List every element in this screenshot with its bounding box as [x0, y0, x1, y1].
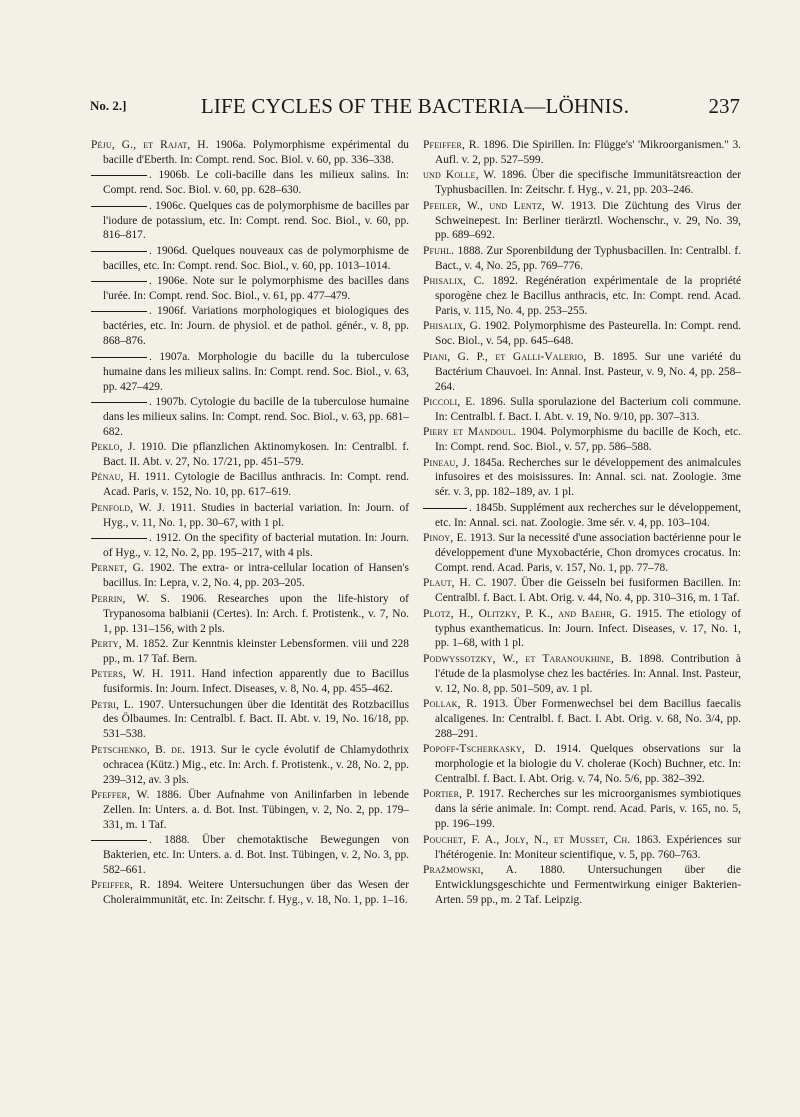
reference-author: Portier, P. — [423, 788, 475, 801]
reference-author: Perrin, W. S. — [91, 592, 171, 605]
reference-author: Piccoli, E. — [423, 395, 476, 408]
reference-entry — [423, 168, 741, 198]
reference-entry — [91, 592, 409, 637]
ditto-dash — [91, 538, 147, 539]
reference-text: . 1912. On the specifity of bacterial mutation. In: Journ. of Hyg., v. 12, No. 2, pp. 195–217, with 4 pls. — [103, 532, 409, 559]
reference-entry — [91, 637, 409, 667]
reference-entry — [423, 697, 741, 742]
reference-text: 1913. Die Züchtung des Virus der Schweinepest. In: Berliner tierärztl. Wochenschr., v. 29, No. 39, pp. 689–692. — [435, 199, 742, 242]
ditto-dash — [91, 357, 147, 358]
reference-text: 1904. Polymorphisme du bacille de Koch, etc. In: Compt. rend. Soc. Biol., v. 57, pp. 586–588. — [435, 426, 741, 454]
reference-text: 1915. The etiology of typhus exanthematicus. In: Journ. Infect. Diseases, v. 17, No. 1, pp. 1–68, with 1 pl. — [435, 607, 741, 650]
reference-entry — [91, 531, 409, 561]
reference-author: Petri, L. — [91, 698, 134, 711]
reference-entry — [423, 319, 741, 349]
reference-author: und Kolle, W. — [423, 169, 497, 182]
reference-text: . 1906d. Quelques nouveaux cas de polymorphisme de bacilles, etc. In: Compt. rend. Soc. Biol., v. 60, pp. 1013–1014. — [103, 244, 409, 272]
reference-author: Pinoy, E. — [423, 532, 467, 545]
reference-entry — [91, 698, 409, 743]
reference-author: Petschenko, B. de. — [91, 743, 186, 756]
reference-entry — [423, 576, 741, 606]
running-header — [90, 94, 740, 120]
reference-author: Péju, G., et Rajat, H. — [91, 139, 209, 151]
reference-entry — [423, 274, 741, 319]
reference-entry — [423, 501, 741, 531]
reference-author: Pfuhl. — [423, 244, 455, 257]
reference-entry — [423, 244, 741, 274]
reference-text: . 1906f. Variations morphologiques et biologiques des bactéries, etc. In: Journ. de physiol. et de pathol. génér., v. 8, pp. 868–876. — [103, 305, 409, 348]
reference-text: 1910. Die pflanzlichen Aktinomykosen. In: Centralbl. f. Bact. II. Abt. v. 27, No. 17/21, pp. 451–579. — [103, 441, 409, 469]
reference-author: Penfold, W. J. — [91, 501, 166, 514]
reference-entry — [91, 395, 409, 440]
reference-text: 1895. Sur une variété du Bactérium Chauvoei. In: Annal. Inst. Pasteur, v. 9, No. 4, pp. 258–264. — [435, 350, 741, 393]
reference-entry — [423, 652, 741, 697]
ditto-dash — [91, 175, 147, 176]
reference-text: 1892. Regénération expérimentale de la propriété sporogène chez le Bacillus anthracis, etc. In: Compt. rend. Acad. Paris, v. 115, No. 4, pp. 253–255. — [435, 275, 742, 317]
reference-author: Plotz, H., Olitzky, P. K., and Baehr, G. — [423, 607, 632, 620]
reference-entry — [423, 531, 741, 576]
reference-text: 1913. Sur la necessité d'une association bactérienne pour le développement d'une Myxobactérie, Chon dromyces crocatus. In: Compt. rend. Acad. Paris, v. 157, No. 1, pp. 77–78. — [435, 532, 741, 574]
reference-entry — [91, 440, 409, 470]
reference-author: Pineau, J. — [423, 456, 471, 469]
reference-entry — [423, 787, 741, 832]
reference-author: Pouchet, F. A., Joly, N., et Musset, Ch. — [423, 833, 631, 846]
ditto-dash — [91, 281, 147, 282]
reference-entry — [91, 501, 409, 531]
reference-author: Piery et Mandoul. — [423, 426, 517, 439]
issue-number: No. 2.] — [90, 98, 127, 113]
reference-author: Pfeiler, W., und Lentz, W. — [423, 199, 565, 212]
reference-author: Pfeiffer, R. — [423, 139, 480, 151]
reference-text: . 1906c. Quelques cas de polymorphisme de bacilles par l'iodure de potassium, etc. In: Compt. rend. Soc. Biol., v. 60, pp. 816–817. — [103, 199, 409, 242]
reference-entry — [91, 878, 409, 908]
bibliography — [91, 138, 741, 1088]
reference-entry — [423, 350, 741, 395]
reference-entry — [91, 470, 409, 500]
reference-author: Pénau, H. — [91, 471, 140, 484]
reference-text: 1898. Contribution à l'étude de la plasmolyse chez les bactéries. In: Annal. Inst. Pasteur, v. 12, No. 8, pp. 501–509, av. 1 pl. — [435, 652, 741, 695]
reference-author: Piani, G. P., et Galli-Valerio, B. — [423, 350, 605, 363]
ditto-dash — [91, 206, 147, 207]
reference-text: 1914. Quelques observations sur la morphologie et la biologie du V. cholerae (Koch) Buchner, etc. In: Centralbl. f. Bact. I. Abt. Orig. v. 74, No. 5/6, pp. 382–392. — [435, 743, 741, 786]
reference-entry — [91, 561, 409, 591]
reference-author: Pfeffer, W. — [91, 788, 150, 801]
ditto-dash — [423, 508, 467, 509]
reference-text: 1863. Expériences sur l'hétérogenie. In: Moniteur scientifique, v. 5, pp. 760–763. — [435, 833, 741, 861]
reference-entry — [423, 456, 741, 501]
reference-entry — [91, 667, 409, 697]
reference-text: 1902. Polymorphisme des Pasteurella. In: Compt. rend. Soc. Biol., v. 54, pp. 645–648. — [435, 320, 741, 348]
reference-entry — [423, 395, 741, 425]
reference-author: Pfeiffer, R. — [91, 879, 151, 892]
reference-text: 1913. Sur le cycle évolutif de Chlamydothrix ochracea (Kütz.) Mig., etc. In: Arch. f. Protistenk., v. 28, No. 2, pp. 239–312, av. 3 pls. — [103, 743, 409, 786]
reference-entry — [91, 199, 409, 244]
reference-text: 1886. Über Aufnahme von Anilinfarben in lebende Zellen. In: Unters. a. d. Bot. Inst. Tübingen, v. 2, No. 2, pp. 179–331, m. 1 Taf. — [103, 788, 409, 831]
reference-text: 1888. Zur Sporenbildung der Typhusbacillen. In: Centralbl. f. Bact., v. 4, No. 25, pp. 769–776. — [435, 244, 741, 272]
reference-entry — [423, 425, 741, 455]
reference-text: 1896. Sulla sporulazione del Bacterium coli commune. In: Centralbl. f. Bact. I. Abt. v. 19, No. 9/10, pp. 307–313. — [435, 395, 741, 423]
reference-text: 1880. Untersuchungen über die Entwicklungsgeschichte und Fermentwirkung einiger Bakterien-Arten. 59 pp., m. 2 Taf. Leipzig. — [435, 864, 741, 906]
ditto-dash — [91, 311, 147, 312]
reference-text: 1896. Die Spirillen. In: Flügge's' 'Mikroorganismen." 3. Aufl. v. 2, pp. 527–599. — [435, 139, 741, 166]
ditto-dash — [91, 840, 147, 841]
reference-entry — [91, 833, 409, 878]
reference-entry — [91, 743, 409, 788]
page-number: 237 — [708, 94, 740, 118]
reference-text: . 1907b. Cytologie du bacille de la tuberculose humaine dans les milieux salins. In: Compt. rend. Soc. Biol., v. 63, pp. 681–682. — [103, 395, 409, 438]
reference-text: 1907. Untersuchungen über die Identität des Rotzbacillus des Ölbaumes. In: Centralbl. f. Bact. II. Abt. v. 19, No. 16/18, pp. 531–538. — [103, 698, 409, 741]
reference-text: 1911. Studies in bacterial variation. In: Journ. of Hyg., v. 11, No. 1, pp. 30–67, with 1 pl. — [103, 501, 409, 529]
reference-text: 1906. Researches upon the life-history of Trypanosoma balbianii (Certes). In: Arch. f. Protistenk., v. 7, No. 1, pp. 131–156, with 2 pls. — [103, 592, 409, 635]
reference-entry — [423, 742, 741, 787]
reference-author: Popoff-Tscherkasky, D. — [423, 743, 546, 756]
reference-author: Perty, M. — [91, 637, 140, 650]
reference-entry — [91, 244, 409, 274]
reference-text: 1896. Über die specifische Immunitätsreaction der Typhusbacillen. In: Zeitschr. f. Hyg., v. 21, pp. 203–246. — [435, 169, 741, 197]
reference-text: . 1906e. Note sur le polymorphisme des bacilles dans l'urée. In: Compt. rend. Soc. Biol., v. 61, pp. 477–479. — [103, 275, 409, 303]
reference-entry — [91, 168, 409, 198]
right-column — [423, 138, 741, 1088]
reference-author: Phisalix, C. — [423, 275, 485, 288]
running-title: LIFE CYCLES OF THE BACTERIA—LÖHNIS. — [200, 94, 630, 118]
reference-author: Pernet, G. — [91, 562, 145, 575]
reference-author: Pražmowski, A. — [423, 864, 518, 876]
ditto-dash — [91, 402, 147, 403]
reference-text: 1907. Über die Geisseln bei fusiformen Bacillen. In: Centralbl. f. Bact. I. Abt. Orig. v. 44, No. 4, pp. 310–316, m. 1 Taf. — [435, 577, 742, 605]
reference-text: 1845a. Recherches sur le développement des animalcules infusoires et des moisissures. In: Annal. sci. nat. Zoologie. 3me sér. v. 3, pp. 182–189, av. 1 pl. — [435, 456, 741, 499]
reference-text: 1913. Über Formenwechsel bei dem Bacillus faecalis alcaligenes. In: Centralbl. f. Bact. I. Abt. Orig. v. 68, No. 3/4, pp. 288–291. — [435, 698, 741, 740]
reference-text: 1906a. Polymorphisme expérimental du bacille d'Eberth. In: Compt. rend. Soc. Biol. v. 60, pp. 336–338. — [103, 139, 409, 166]
reference-entry — [423, 607, 741, 652]
reference-entry — [423, 833, 741, 863]
reference-text: 1902. The extra- or intra-cellular location of Hansen's bacillus. In: Lepra, v. 2, No. 4, pp. 203–205. — [103, 562, 409, 590]
reference-text: 1911. Cytologie de Bacillus anthracis. In: Compt. rend. Acad. Paris, v. 152, No. 10, pp. 617–619. — [103, 471, 409, 499]
reference-text: . 1845b. Supplément aux recherches sur le développement, etc. In: Annal. sci. nat. Zoologie. 3me sér. v. 4, pp. 103–104. — [435, 501, 741, 529]
reference-author: Peklo, J. — [91, 441, 136, 454]
reference-text: 1911. Hand infection apparently due to Bacillus fusiformis. In: Journ. Infect. Diseases, v. 8, No. 4, pp. 455–462. — [103, 668, 409, 696]
reference-text: . 1906b. Le coli-bacille dans les milieux salins. In: Compt. rend. Soc. Biol. v. 60, pp. 628–630. — [103, 169, 409, 197]
reference-author: Plaut, H. C. — [423, 577, 487, 590]
reference-entry — [91, 350, 409, 395]
reference-entry — [91, 304, 409, 349]
reference-text: 1894. Weitere Untersuchungen über das Wesen der Choleraimmunität, etc. In: Zeitschr. f. Hyg., v. 18, No. 1, pp. 1–16. — [103, 879, 409, 907]
reference-text: . 1888. Über chemotaktische Bewegungen von Bakterien, etc. In: Unters. a. d. Bot. Inst. Tübingen, v. 2, No. 3, pp. 582–661. — [103, 834, 409, 876]
reference-entry — [91, 788, 409, 833]
reference-text: 1852. Zur Kenntnis kleinster Lebensformen. viii und 228 pp., m. 17 Taf. Bern. — [103, 637, 410, 665]
ditto-dash — [91, 251, 147, 252]
reference-text: . 1907a. Morphologie du bacille du la tuberculose humaine dans les milieux salins. In: Compt. rend. Soc. Biol., v. 63, pp. 427–429. — [103, 350, 409, 393]
reference-author: Podwyssotzky, W., et Taranoukhine, B. — [423, 652, 632, 665]
reference-entry — [91, 274, 409, 304]
reference-author: Peters, W. H. — [91, 668, 164, 681]
reference-author: Phisalix, G. — [423, 320, 482, 333]
reference-entry — [423, 138, 741, 168]
reference-author: Pollak, R. — [423, 698, 478, 711]
left-column — [91, 138, 409, 1088]
reference-entry — [423, 863, 741, 908]
reference-text: 1917. Recherches sur les microorganismes symbiotiques dans la série animale. In: Compt. rend. Acad. Paris, v. 165, no. 5, pp. 196–199. — [435, 788, 741, 831]
reference-entry — [423, 199, 741, 244]
reference-entry — [91, 138, 409, 168]
